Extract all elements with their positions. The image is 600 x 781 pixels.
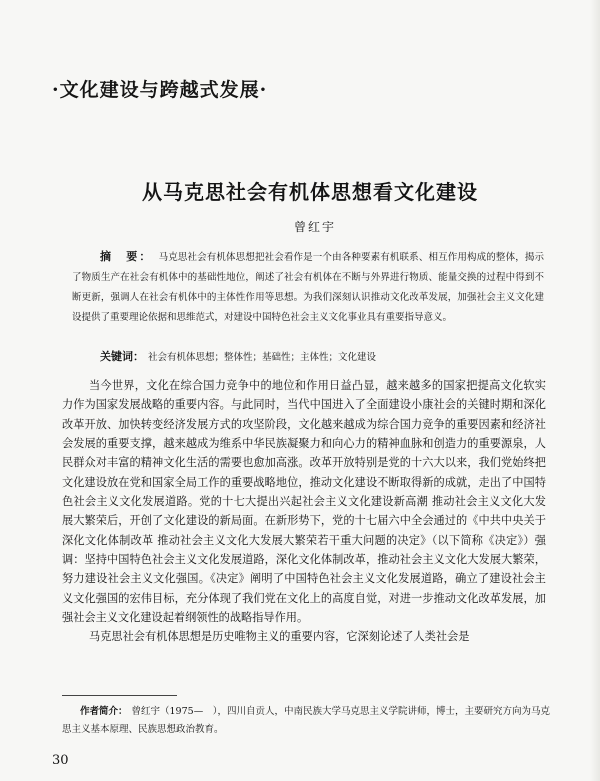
article-body — [62, 376, 546, 647]
abstract-label: 摘 要： — [100, 250, 153, 263]
page-number: 30 — [52, 753, 69, 768]
body-paragraph: 当今世界，文化在综合国力竞争中的地位和作用日益凸显，越来越多的国家把提高文化软实力作为国家发展战略的重要内容。与此同时，当代中国进入了全面建设小康社会的关键时期和深化改革开放、加快转变经济发展方式的攻坚阶段，文化越来越成为综合国力竞争的重要因素和经济社会发展的重要支撑，越来越成为维系中华民族凝聚力和向心力的精神血脉和创造力的重要源泉，人民群众对丰富的精神文化生活的需要也愈加高涨。改革开放特别是党的十六大以来，我们党始终把文化建设放在党和国家全局工作的重要战略地位，推动文化建设不断取得新的成就，走出了中国特色社会主义文化发展道路。党的十七大提出兴起社会主义文化建设新高潮 推动社会主义文化大发展大繁荣后，开创了文化建设的新局面。在新形势下，党的十七届六中全会通过的《中共中央关于深化文化体制改革 推动社会主义文化大发展大繁荣若干重大问题的决定》（以下简称《决定》）强调：坚持中国特色社会主义文化发展道路，深化文化体制改革，推动社会主义文化大发展大繁荣，努力建设社会主义文化强国。《决定》阐明了中国特色社会主义文化发展道路，确立了建设社会主义文化强国的宏伟目标，充分体现了我们党在文化上的高度自觉，对进一步推动文化改革发展，加强社会主义文化建设起着纲领性的战略指导作用。 — [62, 379, 546, 625]
body-paragraph: 马克思社会有机体思想是历史唯物主义的重要内容，它深刻论述了人类社会是 — [89, 630, 470, 644]
section-title: ·文化建设与跨越式发展· — [52, 79, 268, 101]
footnote-text: 曾红宇（1975— ），四川自贡人，中南民族大学马克思主义学院讲师，博士，主要研究方向为马克思主义基本原理、民族思想政治教育。 — [62, 706, 550, 735]
footnote-divider — [62, 695, 177, 696]
author-footnote — [62, 703, 550, 739]
author-name: 曾红宇 — [293, 220, 336, 234]
keywords-label: 关键词： — [100, 350, 144, 363]
scan-edge-shadow — [590, 0, 600, 781]
abstract — [72, 247, 544, 328]
keywords-text: 社会有机体思想；整体性；基础性；主体性；文化建设 — [148, 352, 377, 363]
abstract-text: 马克思社会有机体思想把社会看作是一个由各种要素有机联系、相互作用构成的整体，揭示了物质生产在社会有机体中的基础性地位，阐述了社会有机体在不断与外界进行物质、能量交换的过程中得到不断更新，强调人在社会有机体中的主体性作用等思想。为我们深刻认识推动文化改革发展，加强社会主义文化建设提供了重要理论依据和思维范式，对建设中国特色社会主义文化事业具有重要指导意义。 — [72, 252, 544, 323]
keywords — [72, 347, 544, 368]
article-title: 从马克思社会有机体思想看文化建设 — [142, 180, 478, 204]
footnote-label: 作者简介： — [80, 706, 128, 717]
